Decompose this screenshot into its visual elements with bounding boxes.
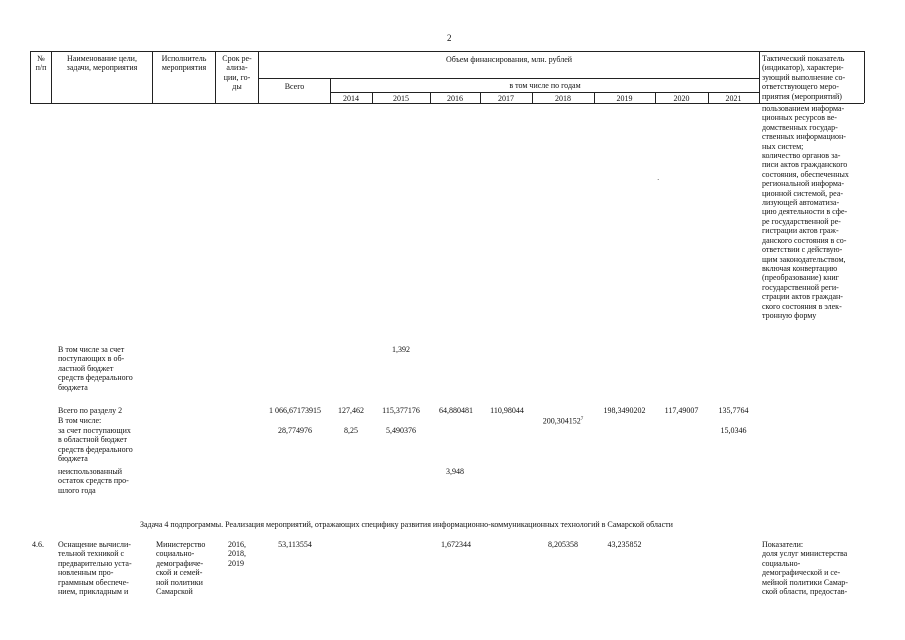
header-year-2021: 2021 xyxy=(725,94,742,103)
row-incl-federal-2015: 5,490376 xyxy=(386,426,416,435)
header-year-2019: 2019 xyxy=(616,94,633,103)
section-total-2015: 115,377176 xyxy=(382,406,420,415)
header-year-2015: 2015 xyxy=(393,94,409,103)
row-4-6-num: 4.6. xyxy=(32,540,44,549)
row-incl-label: В том числе: xyxy=(58,416,102,425)
scan-mark: · xyxy=(657,176,660,184)
section-total-total: 1 066,67173915 xyxy=(269,406,321,415)
header-col-by-years: в том числе по годам xyxy=(509,81,581,90)
row-4-6-period: 2016, 2018, 2019 xyxy=(228,540,246,568)
section-total-2016: 64,880481 xyxy=(439,406,473,415)
indicator-continuation: пользованием информа- ционных ресурсов ве- домственных государ- ственных информацион- ных систем; количество органов за- писи актов гражданского состояния, обеспеченных региональной информа- ционной системой, реа- лизующей автоматиза- цию деятельности в сфе- ре государственной ре- гистрации актов граж- данского состояния в со- ответствии с действую- щим законодательством, включая конвертацию (преобразование) книг государственной реги- страции актов граждан- ского состояния в элек- тронную форму xyxy=(762,104,849,320)
header-col-executor: Исполнитель мероприятия xyxy=(161,54,207,73)
row-4-6-2019: 43,235852 xyxy=(607,540,642,549)
header-top-border xyxy=(30,51,864,52)
header-col-funding: Объем финансирования, млн. рублей xyxy=(445,55,573,64)
years-sub-border xyxy=(330,92,759,93)
row-4-6-2018: 8,205358 xyxy=(548,540,578,549)
section-total-2014: 127,462 xyxy=(338,406,364,415)
section-total-2017: 110,98044 xyxy=(490,406,524,415)
header-v-right xyxy=(864,51,865,103)
header-col-indicator: Тактический показатель (индикатор), характери- зующий выполнение со- ответствующего меро- приятия (мероприятий) xyxy=(762,54,846,101)
row-incl-federal-total: 28,774976 xyxy=(278,426,312,435)
row-unused-label: неиспользованный остаток средств про- шлого года xyxy=(58,467,129,495)
header-year-2014: 2014 xyxy=(343,94,359,103)
header-year-2016: 2016 xyxy=(447,94,463,103)
row-4-6-total: 53,113554 xyxy=(278,540,312,549)
row-incl-federal-label: за счет поступающих в областной бюджет средств федерального бюджета xyxy=(58,426,133,464)
row-4-6-executor: Министерство социально- демографиче- ской и семей- ной политики Самарской xyxy=(156,540,206,597)
row-4-6-name: Оснащение вычисли- тельной техникой с предварительно уста- новленным про- граммным обеспече- нием, прикладным и xyxy=(58,540,132,597)
header-col-total: Всего xyxy=(284,82,305,91)
page-number: 2 xyxy=(447,33,452,43)
section-total-2019: 198,3490202 xyxy=(603,406,646,415)
row-incl-federal-2014: 8,25 xyxy=(344,426,358,435)
footnote-mark: 7 xyxy=(580,417,584,423)
header-year-2017: 2017 xyxy=(498,94,514,103)
section-total-label: Всего по разделу 2 xyxy=(58,406,123,415)
header-year-2018: 2018 xyxy=(555,94,571,103)
row-incl-federal-2021: 15,0346 xyxy=(720,426,747,435)
section-total-2018-value: 200,304152 xyxy=(542,417,581,427)
header-year-2020: 2020 xyxy=(673,94,690,103)
row-federal-2015: 1,392 xyxy=(392,345,410,354)
section-total-2020: 117,49007 xyxy=(664,406,699,415)
header-col-num: № п/п xyxy=(35,54,47,73)
row-unused-2016: 3,948 xyxy=(446,467,464,476)
task4-title: Задача 4 подпрограммы. Реализация мероприятий, отражающих специфику развития информационно-коммуникационных технологий в Самарской области xyxy=(140,520,673,529)
header-col-name: Наименование цели, задачи, мероприятия xyxy=(66,54,138,73)
header-v-6 xyxy=(759,51,760,103)
section-total-2018 xyxy=(532,406,594,426)
row-4-6-2016: 1,672344 xyxy=(441,540,471,549)
section-total-2021: 135,7764 xyxy=(718,406,749,415)
row-federal-label: В том числе за счет поступающих в об- ластной бюджет средств федерального бюджета xyxy=(58,345,133,392)
row-4-6-indicator: Показатели: доля услуг министерства социально- демографической и се- мейной политики Самар- ской области, предостав- xyxy=(762,540,848,597)
funding-sub-border xyxy=(258,78,759,79)
header-col-period: Срок ре- ализа- ции, го- ды xyxy=(222,54,252,92)
